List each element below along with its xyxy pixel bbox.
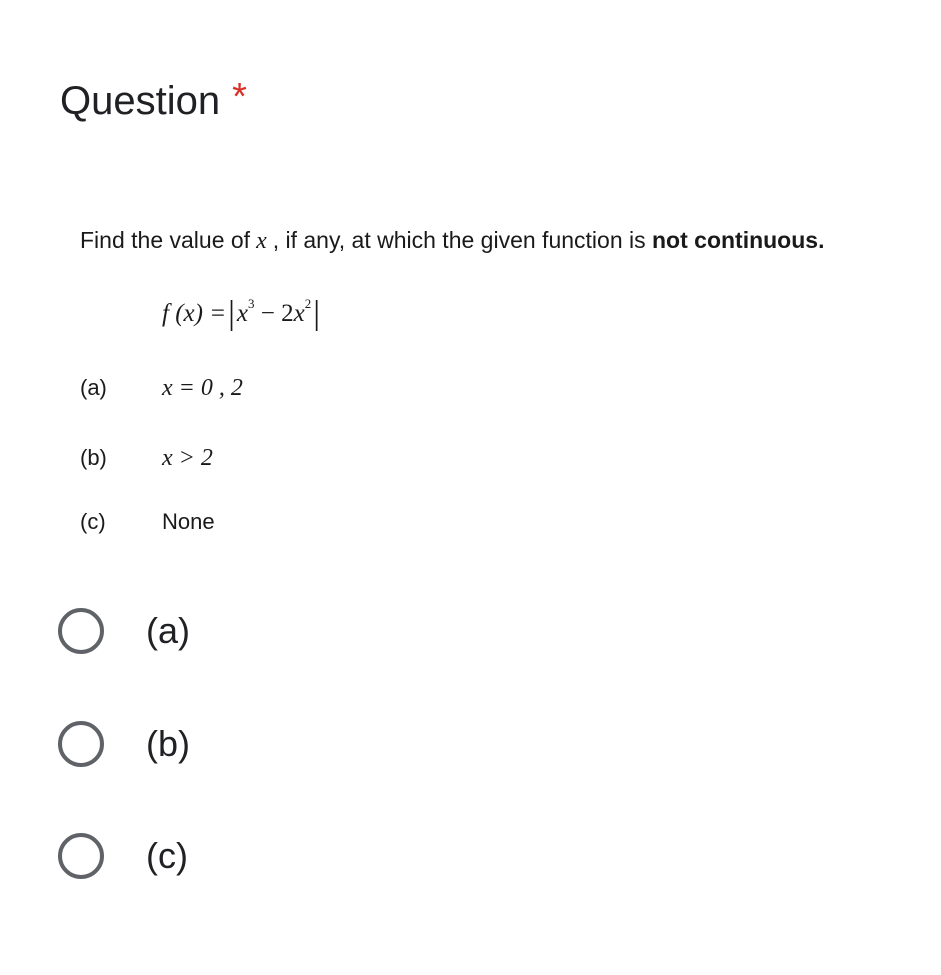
prompt-variable: x (256, 228, 267, 254)
problem-option-value: x = 0 , 2 (162, 374, 243, 401)
choice-c[interactable] (58, 828, 188, 884)
function-formula (162, 294, 322, 334)
choice-label-a[interactable]: (a) (146, 610, 190, 651)
question-title: Question (60, 79, 221, 123)
formula-term1-base: x (236, 300, 248, 327)
prompt-emphasis: not continuous (652, 227, 819, 253)
problem-option-a (80, 370, 243, 406)
problem-option-b (80, 440, 213, 476)
prompt-suffix: . (818, 227, 825, 253)
radio-button-c[interactable] (58, 833, 104, 879)
problem-option-value: None (162, 509, 215, 534)
choice-label-c[interactable]: (c) (146, 835, 188, 876)
formula-operator: − 2 (254, 300, 294, 327)
formula-abs-close: | (313, 295, 321, 332)
radio-button-a[interactable] (58, 608, 104, 654)
prompt-prefix: Find the value of (80, 227, 251, 253)
question-image (80, 218, 900, 558)
problem-option-value: x > 2 (162, 444, 213, 471)
prompt-middle: , if any, at which the given function is (272, 227, 646, 253)
problem-option-label: (c) (80, 509, 106, 534)
radio-button-b[interactable] (58, 721, 104, 767)
formula-abs-open: | (228, 295, 235, 332)
formula-term2-base: x (293, 300, 305, 327)
problem-option-c (80, 504, 215, 540)
formula-term2-exponent: 2 (304, 296, 312, 311)
choice-b[interactable] (58, 716, 190, 772)
required-asterisk: * (232, 76, 247, 118)
problem-prompt (80, 224, 824, 257)
choice-a[interactable] (58, 603, 190, 659)
problem-option-label: (b) (80, 445, 107, 470)
problem-option-label: (a) (80, 375, 107, 400)
question-header (60, 74, 247, 130)
formula-lhs: f (x) = (162, 300, 227, 327)
formula-term1-exponent: 3 (247, 296, 255, 311)
choice-label-b[interactable]: (b) (146, 723, 190, 764)
